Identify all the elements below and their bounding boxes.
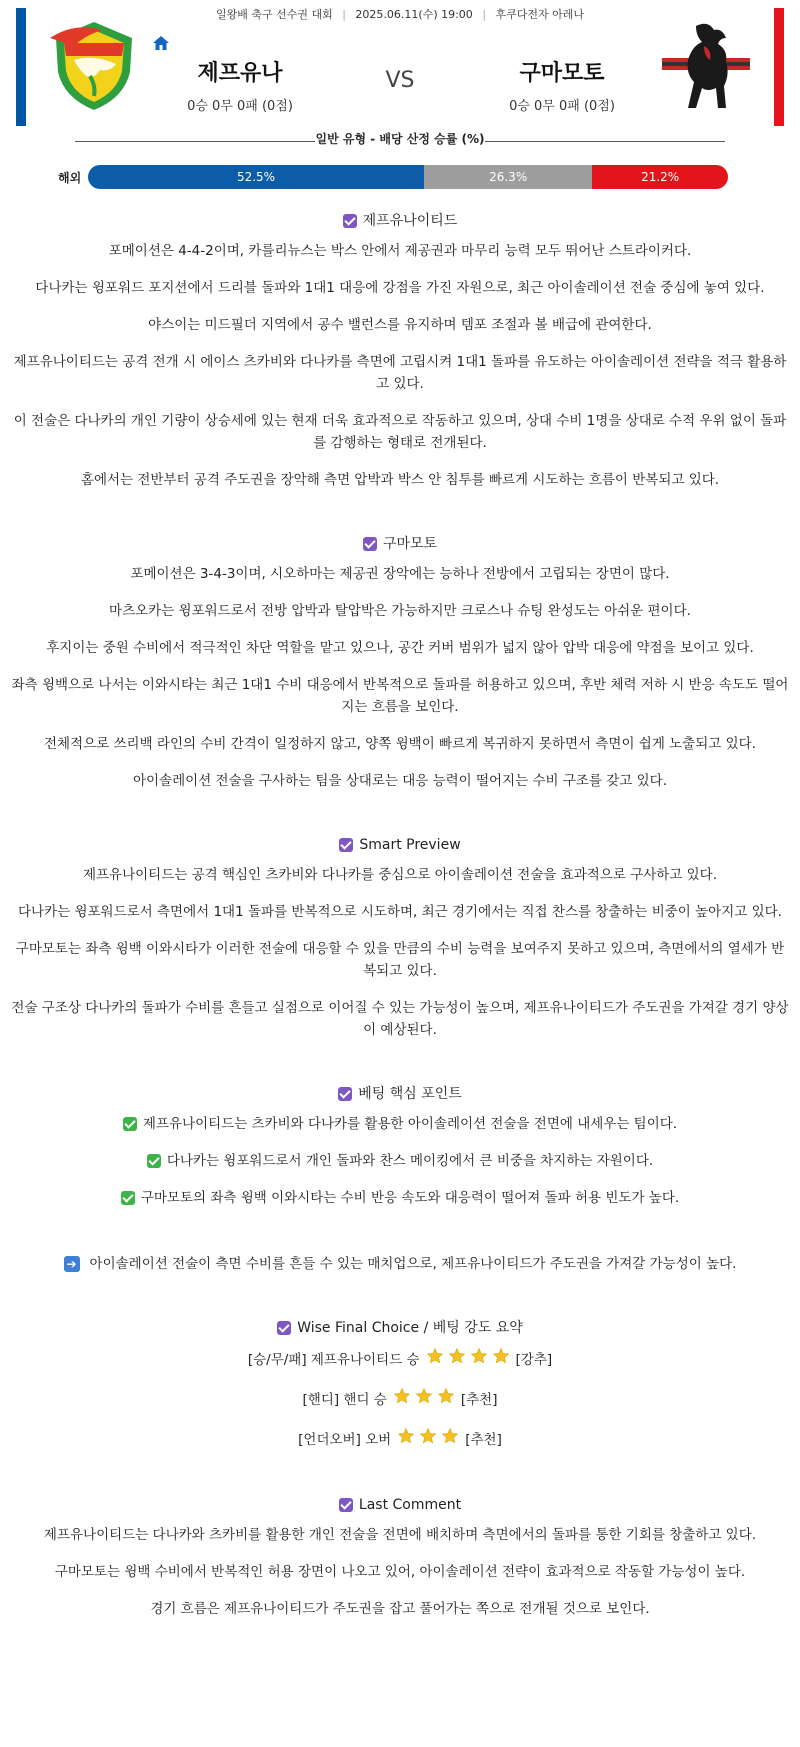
rating-stars [395,1427,461,1452]
away-team-logo [656,16,756,116]
star-icon [393,1387,411,1412]
match-venue: 후쿠다전자 아레나 [495,8,585,21]
star-icon [437,1387,455,1412]
paragraph: 홈에서는 전반부터 공격 주도권을 장악해 측면 압박과 박스 안 침투를 빠르게 시도하는 흐름이 반복되고 있다. [80,472,720,488]
paragraph: 아이솔레이션 전술을 구사하는 팀을 상대로는 대응 능력이 떨어지는 수비 구조를 갖고 있다. [132,773,667,789]
star-icon [426,1347,444,1372]
away-team-name: 구마모토 [519,61,605,86]
star-icon [419,1427,437,1452]
star-icon [441,1427,459,1452]
paragraph: 구마모토는 좌측 윙백 이와시타가 이러한 전술에 대응할 수 있을 만큼의 수비 능력을 보여주지 못하고 있으며, 측면에서의 열세가 반복되고 있다. [15,941,785,979]
paragraph: 경기 흐름은 제프유나이티드가 주도권을 잡고 풀어가는 쪽으로 전개될 것으로 보인다. [150,1601,650,1617]
odds-region: 해외 [58,171,82,185]
final-pick: [승/무/패] 제프유나이티드 승 [강추] [10,1347,790,1372]
star-icon [470,1347,488,1372]
home-analysis-section [0,208,800,491]
star-icon [397,1427,415,1452]
key-point: 다나카는 윙포워드로서 개인 돌파와 찬스 메이킹에서 큰 비중을 차지하는 자원이다. [10,1150,790,1172]
paragraph: 야스이는 미드필더 지역에서 공수 밸런스를 유지하며 템포 조절과 볼 배급에 관여한다. [148,317,652,333]
key-conclusion: ➔ 아이솔레이션 전술이 측면 수비를 흔들 수 있는 매치업으로, 제프유나이티드가 주도권을 가져갈 가능성이 높다. [10,1253,790,1275]
odds-draw-segment: 26.3% [424,165,592,189]
final-pick: [언더오버] 오버 [추천] [10,1427,790,1452]
away-team [462,56,662,114]
checkbox-icon [339,838,353,852]
checkbox-icon [339,1498,353,1512]
checkbox-icon [343,214,357,228]
key-points-section [0,1081,800,1275]
checkbox-icon [338,1087,352,1101]
odds-loss-segment: 21.2% [592,165,728,189]
match-info: 일왕배 축구 선수권 대회 | 2025.06.11(수) 19:00 | 후쿠다전자 아레나 [215,8,585,21]
paragraph: 다나카는 윙포워드 포지션에서 드리블 돌파와 1대1 대응에 강점을 가진 자원으로, 최근 아이솔레이션 전술 중심에 놓여 있다. [35,280,765,296]
away-analysis-section [0,531,800,792]
paragraph: 후지이는 중원 수비에서 적극적인 차단 역할을 맡고 있으나, 공간 커버 범위가 넓지 않아 압박 대응에 약점을 보이고 있다. [46,640,754,656]
paragraph: 포메이션은 4-4-2이며, 카를리뉴스는 박스 안에서 제공권과 마무리 능력 모두 뛰어난 스트라이커다. [108,243,692,259]
paragraph: 제프유나이티드는 공격 핵심인 츠카비와 다나카를 중심으로 아이솔레이션 전술을 효과적으로 구사하고 있다. [82,867,718,883]
competition-name: 일왕배 축구 선수권 대회 [215,8,333,21]
home-color-bar [16,8,26,126]
paragraph: 마츠오카는 윙포워드로서 전방 압박과 탈압박은 가능하지만 크로스나 슈팅 완성도는 아쉬운 편이다. [109,603,691,619]
section-title: 구마모토 [0,531,800,557]
right-arrow-icon: ➔ [64,1256,80,1272]
match-header [0,0,800,130]
vs-label: VS [385,68,415,93]
paragraph: 전체적으로 쓰리백 라인의 수비 간격이 일정하지 않고, 양쪽 윙백이 빠르게 복귀하지 못하면서 측면이 쉽게 노출되고 있다. [44,736,756,752]
paragraph: 이 전술은 다나카의 개인 기량이 상승세에 있는 현재 더욱 효과적으로 작동하고 있으며, 상대 수비 1명을 상대로 수적 우위 없이 돌파를 감행하는 형태로 전개된다. [13,413,787,451]
home-icon [152,34,170,52]
star-icon [415,1387,433,1412]
paragraph: 제프유나이티드는 공격 전개 시 에이스 츠카비와 다나카를 측면에 고립시켜 1대1 돌파를 유도하는 아이솔레이션 전략을 적극 활용하고 있다. [13,354,787,392]
key-point: 제프유나이티드는 츠카비와 다나카를 활용한 아이솔레이션 전술을 전면에 내세우는 팀이다. [10,1113,790,1135]
final-pick: [핸디] 핸디 승 [추천] [10,1387,790,1412]
checkbox-icon [277,1321,291,1335]
odds-bar [88,165,728,189]
divider-right [485,141,725,142]
analysis-content [0,208,800,1660]
section-title: Smart Preview [0,832,800,858]
last-comment-section [0,1492,800,1620]
checkbox-icon [363,537,377,551]
home-team-record: 0승 0무 0패 (0점) [187,99,293,114]
home-team-name: 제프유나 [197,61,283,86]
away-team-record: 0승 0무 0패 (0점) [509,99,615,114]
check-mark-icon [147,1154,161,1168]
star-icon [448,1347,466,1372]
paragraph: 좌측 윙백으로 나서는 이와시타는 최근 1대1 수비 대응에서 반복적으로 돌파를 허용하고 있으며, 후반 체력 저하 시 반응 속도도 떨어지는 흐름을 보인다. [11,677,789,715]
odds-title-row [75,130,725,150]
paragraph: 전술 구조상 다나카의 돌파가 수비를 흔들고 실점으로 이어질 수 있는 가능성이 높으며, 제프유나이티드가 주도권을 가져갈 경기 양상이 예상된다. [11,1000,789,1038]
smart-preview-section [0,832,800,1041]
paragraph: 다나카는 윙포워드로서 측면에서 1대1 돌파를 반복적으로 시도하며, 최근 경기에서는 직접 찬스를 창출하는 비중이 높아지고 있다. [18,904,782,920]
rating-stars [424,1347,512,1372]
section-title: Last Comment [0,1492,800,1518]
key-point: 구마모토의 좌측 윙백 이와시타는 수비 반응 속도와 대응력이 떨어져 돌파 허용 빈도가 높다. [10,1187,790,1209]
paragraph: 포메이션은 3-4-3이며, 시오하마는 제공권 장악에는 능하나 전방에서 고립되는 장면이 많다. [130,566,670,582]
odds-title: 일반 유형 - 배당 산정 승률 (%) [315,132,485,146]
home-team-logo [44,16,144,116]
section-title: 베팅 핵심 포인트 [0,1081,800,1107]
odds-win-segment: 52.5% [88,165,424,189]
paragraph: 제프유나이티드는 다나카와 츠카비를 활용한 개인 전술을 전면에 배치하며 측면에서의 돌파를 통한 기회를 창출하고 있다. [43,1527,757,1543]
match-datetime: 2025.06.11(수) 19:00 [355,8,473,21]
odds-row [58,164,728,190]
check-mark-icon [121,1191,135,1205]
rating-stars [391,1387,457,1412]
star-icon [492,1347,510,1372]
check-mark-icon [123,1117,137,1131]
section-title: Wise Final Choice / 베팅 강도 요약 [0,1315,800,1341]
away-color-bar [774,8,784,126]
section-title: 제프유나이티드 [0,208,800,234]
paragraph: 구마모토는 윙백 수비에서 반복적인 허용 장면이 나오고 있어, 아이솔레이션 전략이 효과적으로 작동할 가능성이 높다. [54,1564,746,1580]
final-choice-section [0,1315,800,1452]
